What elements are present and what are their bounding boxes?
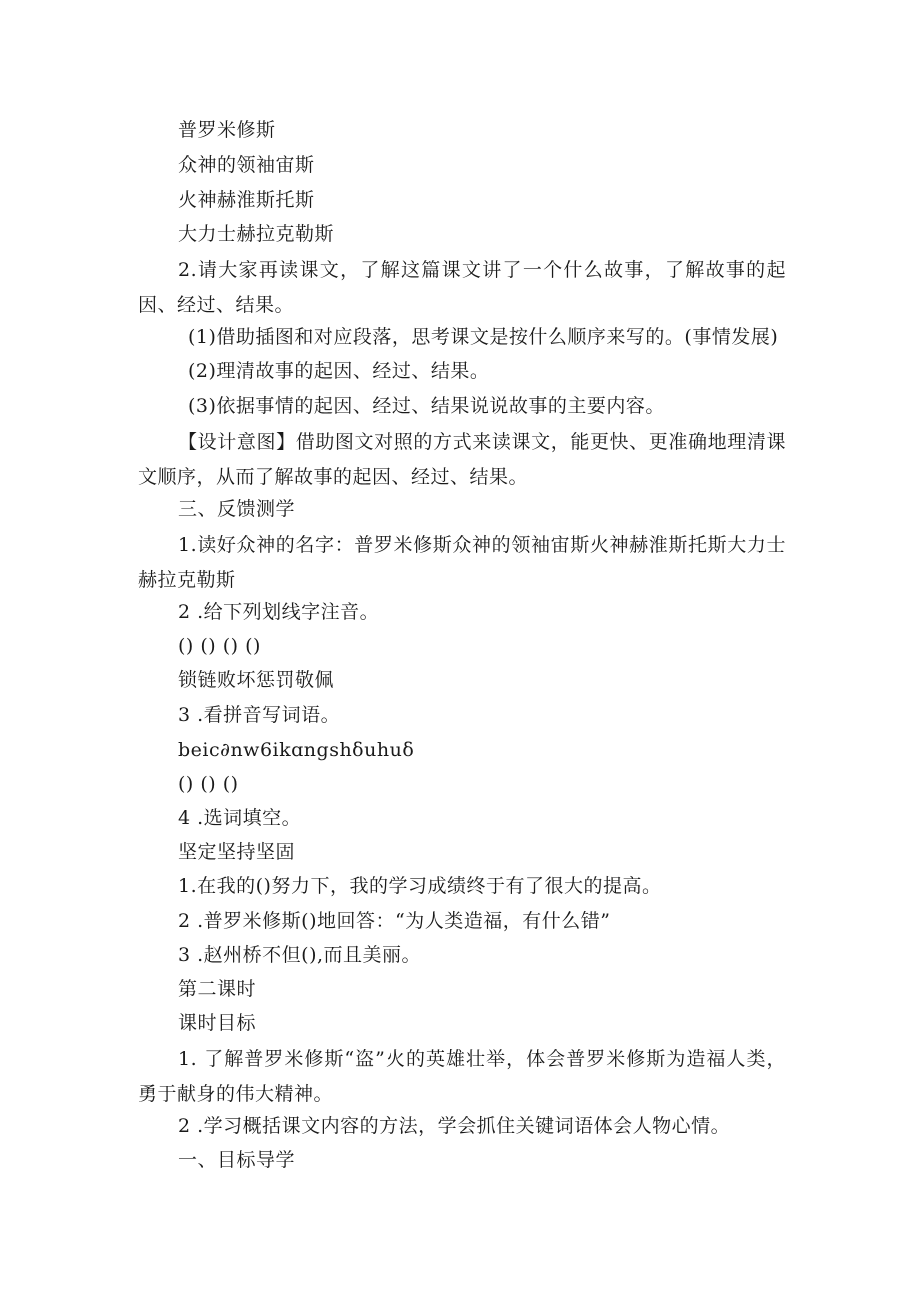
section-heading-feedback: 三、反馈测学 bbox=[178, 498, 296, 520]
text-line-name-heracles: 大力士赫拉克勒斯 bbox=[178, 223, 335, 245]
text-line-pinyin-string: beic∂nw6ikɑngshδuhuδ bbox=[178, 739, 415, 761]
paragraph-design-intent: 【设计意图】借助图文对照的方式来读课文，能更快、更准确地理清课文顺序，从而了解故事的起因、经过、结果。 bbox=[138, 431, 786, 488]
section-heading-goal-guide: 一、目标导学 bbox=[178, 1149, 296, 1171]
text-line-step-2: (2)理清故事的起因、经过、结果。 bbox=[188, 360, 490, 382]
answer-blanks-words: () () () bbox=[178, 773, 239, 795]
text-line-fill-blank-task: 4 .选词填空。 bbox=[178, 807, 302, 829]
section-heading-second-lesson: 第二课时 bbox=[178, 978, 257, 1000]
paragraph-goal-1: 1. 了解普罗米修斯“盗”火的英雄壮举，体会普罗米修斯为造福人类，勇于献身的伟大精神。 bbox=[138, 1048, 786, 1105]
text-line-word-choices: 坚定坚持坚固 bbox=[178, 841, 296, 863]
paragraph-reread-task: 2.请大家再读课文，了解这篇课文讲了一个什么故事，了解故事的起因、经过、结果。 bbox=[138, 259, 786, 316]
text-line-pinyin-task: 2 .给下列划线字注音。 bbox=[178, 601, 380, 623]
text-line-step-1: (1)借助插图和对应段落，思考课文是按什么顺序来写的。(事情发展) bbox=[188, 326, 779, 348]
text-line-goal-2: 2 .学习概括课文内容的方法，学会抓住关键词语体会人物心情。 bbox=[178, 1115, 731, 1137]
answer-blanks-pinyin: () () () () bbox=[178, 635, 261, 657]
section-heading-lesson-goals: 课时目标 bbox=[178, 1012, 257, 1034]
text-line-name-prometheus: 普罗米修斯 bbox=[178, 119, 276, 141]
paragraph-read-names: 1.读好众神的名字：普罗米修斯众神的领袖宙斯火神赫淮斯托斯大力士赫拉克勒斯 bbox=[138, 534, 786, 591]
text-line-write-words-task: 3 .看拼音写词语。 bbox=[178, 704, 341, 726]
text-line-sentence-1: 1.在我的()努力下，我的学习成绩终于有了很大的提高。 bbox=[178, 875, 662, 897]
text-line-step-3: (3)依据事情的起因、经过、结果说说故事的主要内容。 bbox=[188, 395, 665, 417]
text-line-sentence-2: 2 .普罗米修斯()地回答：“为人类造福，有什么错” bbox=[178, 910, 611, 932]
text-line-name-hephaestus: 火神赫淮斯托斯 bbox=[178, 189, 315, 211]
text-line-words-list: 锁链败坏惩罚敬佩 bbox=[178, 669, 335, 691]
text-line-sentence-3: 3 .赵州桥不但(),而且美丽。 bbox=[178, 944, 422, 966]
text-line-name-zeus: 众神的领袖宙斯 bbox=[178, 154, 315, 176]
